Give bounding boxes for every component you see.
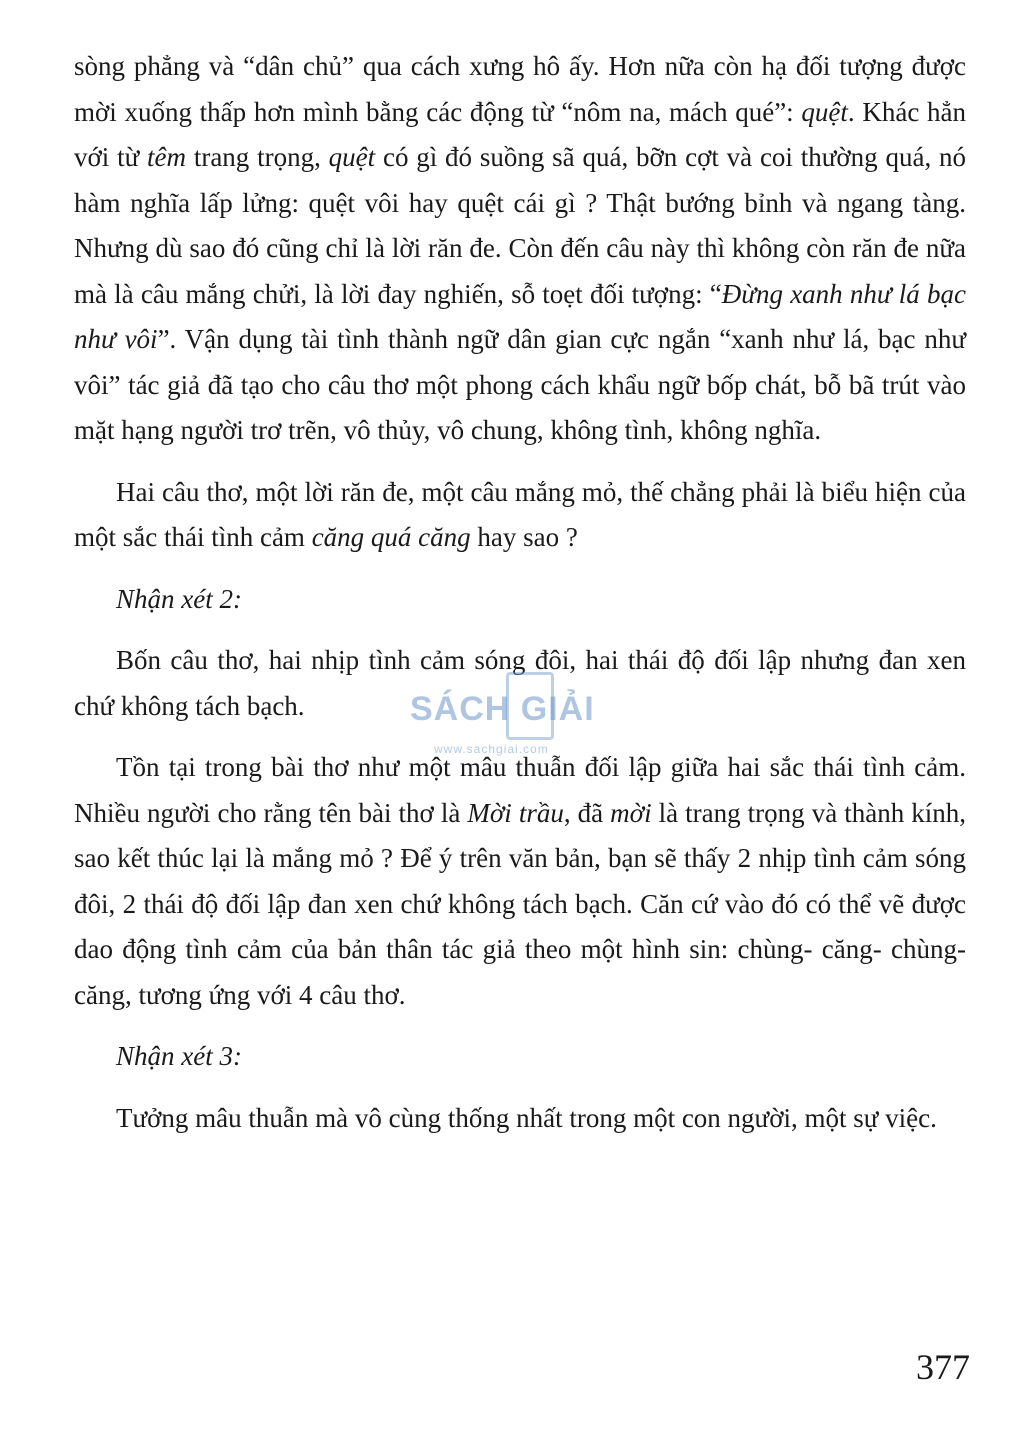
text-run: Hai câu thơ, một lời răn đe, một câu mắng mỏ, thế chẳng phải là biểu hiện của một sắc thái tình cảm [74,476,966,552]
paragraph-2 [74,470,966,561]
text-run: trang trọng, [186,142,329,172]
text-run: sòng phẳng và “dân chủ” qua cách xưng hô ấy. Hơn nữa còn hạ đối tượng được mời xuống thấp hơn mình bằng các động từ “nôm na, mách qué”: [74,51,966,127]
text-run: Tồn tại trong bài thơ như một mâu thuẫn đối lập giữa hai sắc thái tình cảm. Nhiều người cho rằng tên bài thơ là [74,752,966,828]
italic-quote: Đừng xanh như lá bạc như vôi [74,278,966,354]
text-run: ”. Vận dụng tài tình thành ngữ dân gian cực ngắn “xanh như lá, bạc như vôi” tác giả đã tạo cho câu thơ một phong cách khẩu ngữ bốp chát, bỗ bã trút vào mặt hạng người trơ trẽn, vô thủy, vô chung, không tình, không nghĩa. [74,324,966,445]
heading-nhan-xet-3: Nhận xét 3: [116,1041,242,1071]
paragraph-3: Bốn câu thơ, hai nhịp tình cảm sóng đôi, hai thái độ đối lập nhưng đan xen chứ không tách bạch. [74,645,966,721]
italic-word: mời [610,797,652,828]
italic-title: Mời trầu [467,797,564,828]
text-run: , đã [563,797,611,828]
watermark-text: SÁCH GIẢI [410,690,595,728]
watermark-url: www.sachgiai.com [434,742,549,756]
paragraph-1 [74,44,966,454]
italic-word: quệt [801,96,848,127]
text-run: là trang trọng và thành kính, sao kết thúc lại là mắng mỏ ? Để ý trên văn bản, bạn sẽ thấy 2 nhịp tình cảm sóng đôi, 2 thái độ đối lập đan xen chứ không tách bạch. Căn cứ vào đó có thể vẽ được dao động tình cảm của bản thân tác giả theo một hình sin: chùng- căng- chùng- căng, tương ứng với 4 câu thơ. [74,797,966,1010]
page-number: 377 [916,1347,970,1387]
paragraph-4 [74,745,966,1018]
paragraph-5: Tưởng mâu thuẫn mà vô cùng thống nhất trong một con người, một sự việc. [116,1102,937,1133]
text-run: hay sao ? [470,522,578,552]
italic-word: têm [147,142,187,172]
italic-word: quệt [328,142,376,172]
heading-nhan-xet-2: Nhận xét 2: [116,583,242,614]
italic-phrase: căng quá căng [311,522,471,552]
page-body [74,44,966,1141]
text-run: có gì đó suồng sã quá, bỡn cợt và coi thường quá, nó hàm nghĩa lấp lửng: quệt vôi hay quệt cái gì ? Thật bướng bỉnh và ngang tàng. Nhưng dù sao đó cũng chỉ là lời răn đe. Còn đến câu này thì không còn răn đe nữa mà là câu mắng chửi, là lời đay nghiến, sỗ toẹt đối tượng: “ [74,142,966,309]
text-run: . Khác hẳn với từ [74,96,966,172]
